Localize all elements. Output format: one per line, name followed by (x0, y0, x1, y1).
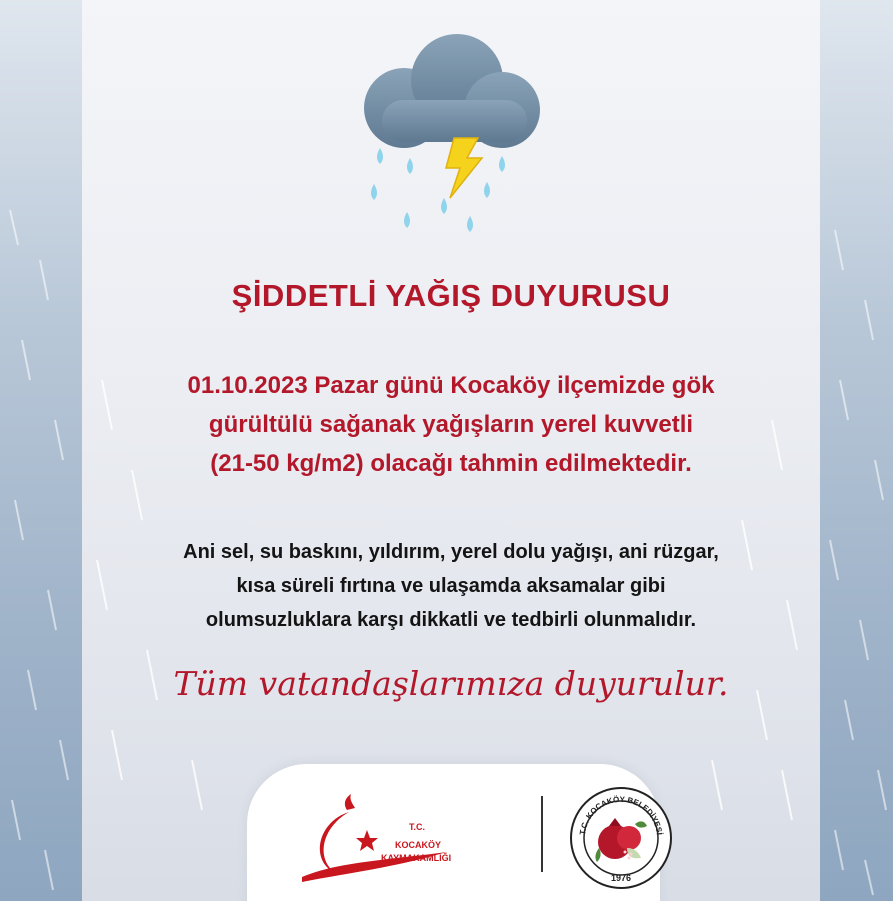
announcement-card (82, 0, 820, 901)
forecast-line: (21-50 kg/m2) olacağı tahmin edilmektedir. (210, 450, 692, 477)
kaymakamlik-tc: T.C. (409, 822, 426, 832)
forecast-paragraph (122, 366, 780, 483)
warning-line: kısa süreli fırtına ve ulaşamda aksamalar gibi (236, 575, 666, 597)
crescent-star-icon (297, 782, 467, 892)
seal-year: 1976 (610, 873, 632, 883)
warning-line: Ani sel, su baskını, yıldırım, yerel dolu yağışı, ani rüzgar, (183, 541, 719, 563)
storm-cloud-icon (352, 30, 552, 240)
belediye-seal (569, 786, 673, 890)
logo-divider (541, 796, 543, 872)
announcement-title: ŞİDDETLİ YAĞIŞ DUYURUSU (231, 278, 671, 313)
seal-ring-text: T.C. KOCAKÖY BELEDİYESİ (578, 794, 664, 836)
closing-text: Tüm vatandaşlarımıza duyurulur. (173, 664, 729, 703)
forecast-line: gürültülü sağanak yağışların yerel kuvvetli (208, 411, 694, 438)
warning-paragraph (122, 535, 780, 637)
warning-line: olumsuzluklara karşı dikkatli ve tedbirli olunmalıdır. (205, 609, 697, 631)
kaymakamlik-logo (297, 782, 467, 892)
kaymakamlik-name: KOCAKÖY (395, 840, 442, 850)
logo-footer (247, 764, 664, 901)
forecast-line: 01.10.2023 Pazar günü Kocaköy ilçemizde gök (187, 372, 715, 399)
kaymakamlik-title: KAYMAKAMLIĞI (381, 853, 452, 863)
